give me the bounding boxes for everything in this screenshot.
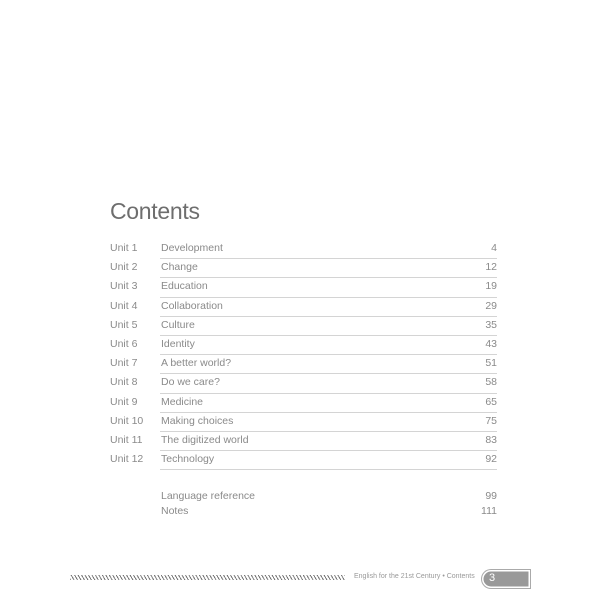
toc-topic: Language reference — [161, 490, 255, 502]
toc-page: 111 — [481, 505, 497, 517]
toc-unit: Unit 8 — [110, 376, 138, 389]
toc-page: 75 — [485, 414, 497, 427]
toc-row — [110, 394, 497, 413]
toc-page: 12 — [485, 261, 497, 274]
toc-unit: Unit 11 — [110, 433, 143, 446]
toc-page: 51 — [485, 357, 497, 370]
toc-topic: Change — [161, 261, 198, 274]
toc-page: 19 — [485, 280, 497, 293]
toc-row — [110, 355, 497, 374]
toc-topic: Identity — [161, 337, 195, 350]
toc-unit: Unit 12 — [110, 453, 144, 466]
page-title: Contents — [110, 198, 200, 224]
toc-page: 92 — [485, 453, 497, 466]
toc-topic: Development — [161, 242, 223, 254]
toc-extra-language-reference — [161, 490, 497, 505]
toc-unit: Unit 10 — [110, 414, 144, 427]
toc-topic: Medicine — [161, 395, 204, 408]
toc-row — [110, 259, 497, 278]
toc-page: 65 — [485, 395, 497, 408]
toc-topic: Collaboration — [161, 299, 223, 312]
toc-topic: Technology — [161, 453, 215, 466]
toc-unit: Unit 5 — [110, 318, 138, 331]
toc-row — [110, 240, 497, 259]
toc-unit: Unit 7 — [110, 357, 138, 370]
toc-row — [110, 317, 497, 336]
toc-row — [110, 451, 497, 470]
toc-topic: Making choices — [161, 414, 234, 427]
toc-extra-notes — [161, 505, 497, 520]
toc-row — [110, 413, 497, 432]
toc-row — [110, 298, 497, 317]
page-number-tab — [482, 570, 530, 588]
toc-row — [110, 278, 497, 297]
toc-topic: The digitized world — [161, 433, 249, 446]
footer-text: English for the 21st Century • Contents — [354, 573, 475, 580]
toc-unit: Unit 4 — [110, 299, 138, 312]
toc-page: 4 — [491, 242, 497, 254]
toc-unit: Unit 2 — [110, 261, 138, 274]
toc-row — [110, 374, 497, 393]
toc-page: 83 — [485, 433, 497, 446]
toc-topic: Culture — [161, 318, 195, 331]
toc-topic: Do we care? — [161, 376, 220, 389]
row-divider — [160, 469, 497, 470]
page-number: 3 — [489, 572, 496, 584]
toc-page: 99 — [485, 490, 497, 502]
toc-topic: Education — [161, 280, 208, 293]
toc-page: 58 — [485, 376, 497, 389]
toc-page: 43 — [485, 337, 497, 350]
toc-page: 35 — [485, 318, 497, 331]
contents-list — [110, 240, 497, 470]
footer-hatch-bar — [70, 575, 345, 580]
toc-unit: Unit 3 — [110, 280, 138, 293]
toc-row — [110, 432, 497, 451]
toc-topic: Notes — [161, 505, 189, 517]
toc-unit: Unit 1 — [110, 242, 138, 254]
toc-page: 29 — [485, 299, 497, 312]
toc-row — [110, 336, 497, 355]
toc-topic: A better world? — [161, 357, 232, 370]
toc-unit: Unit 6 — [110, 337, 138, 350]
toc-unit: Unit 9 — [110, 395, 138, 408]
